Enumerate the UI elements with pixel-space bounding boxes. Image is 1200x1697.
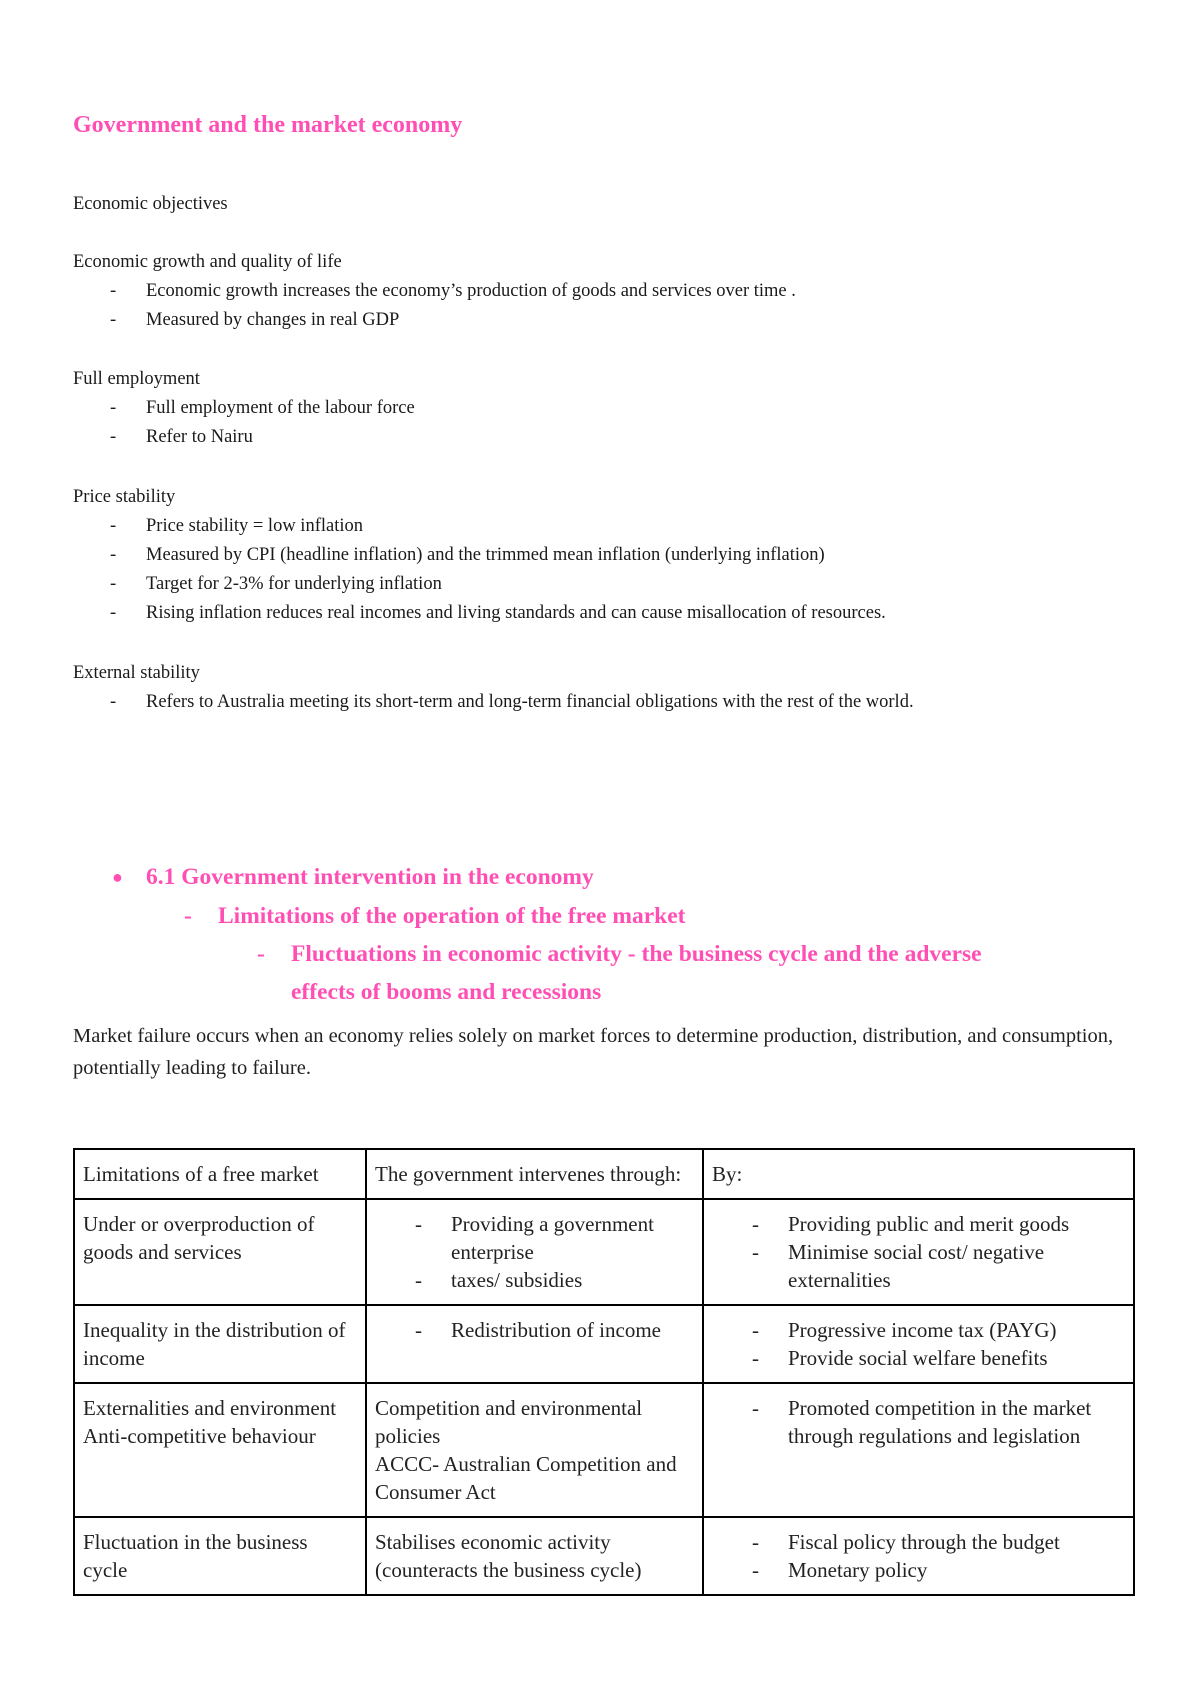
list-item: - Rising inflation reduces real incomes and living standards and can cause misallocation of resources. — [110, 603, 886, 623]
section-heading: External stability — [73, 663, 200, 683]
bullet-list — [73, 394, 415, 452]
section-economic-growth — [73, 248, 796, 335]
table-cell — [703, 1199, 1134, 1305]
section-price-stability — [73, 483, 886, 628]
table-row — [74, 1383, 1134, 1517]
outline-dash: - — [184, 903, 192, 929]
list-item: - Promoted competition in the market through regulations and legislation — [752, 1396, 1092, 1448]
table-cell — [703, 1305, 1134, 1383]
list-item: - Progressive income tax (PAYG) — [752, 1318, 1057, 1342]
bullet-list — [73, 688, 914, 717]
outline-level-2-text: Limitations of the operation of the free market — [218, 903, 686, 929]
table-cell — [366, 1199, 703, 1305]
cell-bullet-list — [375, 1210, 694, 1294]
document-title: Government and the market economy — [73, 112, 463, 138]
table-row — [74, 1517, 1134, 1595]
outline-level-1 — [112, 858, 594, 896]
table-row — [74, 1199, 1134, 1305]
cell-bullet-list — [375, 1316, 694, 1344]
table-header-cell: By: — [703, 1149, 1134, 1199]
list-item: - Fiscal policy through the budget — [752, 1530, 1060, 1554]
section-full-employment — [73, 365, 415, 452]
list-item: - Target for 2-3% for underlying inflation — [110, 574, 442, 594]
table-cell — [366, 1305, 703, 1383]
section-heading: Economic growth and quality of life — [73, 252, 342, 272]
list-item: - Redistribution of income — [415, 1318, 661, 1342]
list-item: - Economic growth increases the economy’s production of goods and services over time . — [110, 281, 796, 301]
table-cell: Competition and environmental policies ACCC- Australian Competition and Consumer Act — [366, 1383, 703, 1517]
list-item: - Monetary policy — [752, 1558, 928, 1582]
section-heading: Price stability — [73, 487, 176, 507]
list-item: - taxes/ subsidies — [415, 1268, 583, 1292]
outline-level-1-text: 6.1 Government intervention in the economy — [146, 864, 594, 890]
bullet-dot-icon: ● — [112, 867, 123, 887]
list-item: - Refer to Nairu — [110, 427, 253, 447]
table-header-cell: Limitations of a free market — [74, 1149, 366, 1199]
section-external-stability — [73, 659, 914, 717]
table-header-row — [74, 1149, 1134, 1199]
list-item: - Refers to Australia meeting its short-term and long-term financial obligations with the rest of the world. — [110, 692, 914, 712]
intervention-table — [73, 1148, 1135, 1596]
list-item: - Providing public and merit goods — [752, 1212, 1070, 1236]
table-cell — [703, 1517, 1134, 1595]
list-item: - Measured by CPI (headline inflation) and the trimmed mean inflation (underlying inflation) — [110, 545, 825, 565]
table-row — [74, 1305, 1134, 1383]
table-cell: Fluctuation in the business cycle — [74, 1517, 366, 1595]
outline-level-3-text: Fluctuations in economic activity - the business cycle and the adverse — [291, 941, 982, 967]
table-cell — [703, 1383, 1134, 1517]
bullet-list — [73, 512, 886, 628]
cell-bullet-list — [712, 1210, 1125, 1294]
cell-bullet-list — [712, 1316, 1125, 1372]
section-economic-objectives — [73, 190, 228, 219]
cell-bullet-list — [712, 1528, 1125, 1584]
cell-bullet-list — [712, 1394, 1125, 1450]
outline-level-3-text: effects of booms and recessions — [291, 979, 602, 1005]
list-item: - Minimise social cost/ negative externalities — [752, 1240, 1045, 1292]
table-cell: Stabilises economic activity (counteracts the business cycle) — [366, 1517, 703, 1595]
list-item: - Price stability = low inflation — [110, 516, 363, 536]
section-heading: Full employment — [73, 369, 200, 389]
section-heading: Economic objectives — [73, 194, 228, 214]
table-cell: Under or overproduction of goods and services — [74, 1199, 366, 1305]
table-cell: Externalities and environment Anti-competitive behaviour — [74, 1383, 366, 1517]
bullet-list — [73, 277, 796, 335]
market-failure-paragraph: Market failure occurs when an economy relies solely on market forces to determine production, distribution, and consumption, potentially leading to failure. — [73, 1025, 1114, 1079]
list-item: - Measured by changes in real GDP — [110, 310, 400, 330]
outline-dash: - — [257, 941, 265, 967]
list-item: - Provide social welfare benefits — [752, 1346, 1048, 1370]
list-item: - Full employment of the labour force — [110, 398, 415, 418]
table-header-cell: The government intervenes through: — [366, 1149, 703, 1199]
list-item: - Providing a government enterprise — [415, 1212, 654, 1264]
table-cell: Inequality in the distribution of income — [74, 1305, 366, 1383]
outline-level-2 — [184, 897, 686, 935]
outline-level-3 — [257, 935, 1141, 1011]
